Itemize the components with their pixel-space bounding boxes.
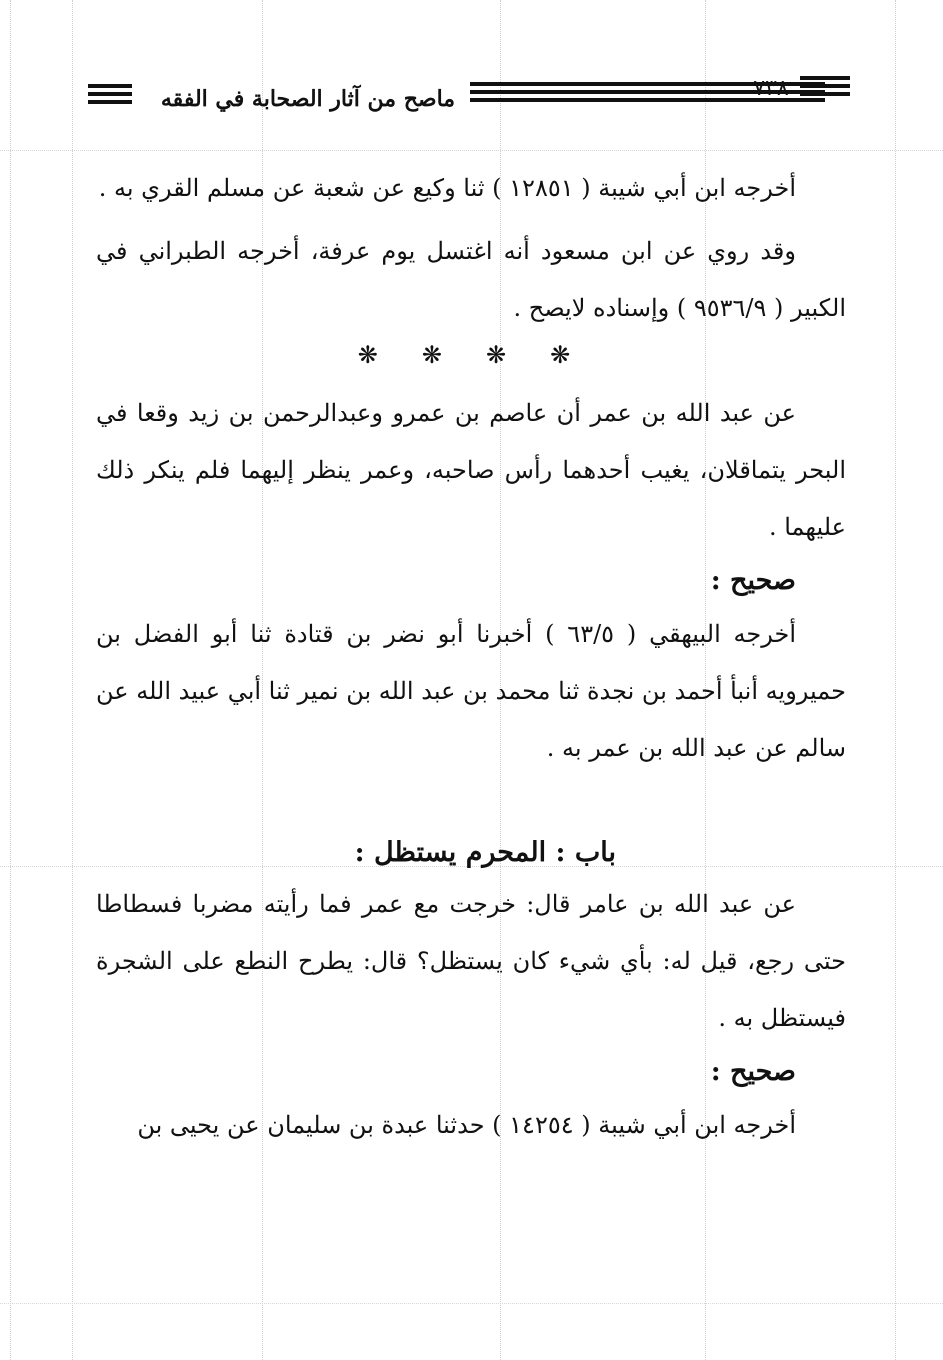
page-number: ٧٣٨ [753, 76, 789, 101]
paragraph-takhrij-3: أخرجه ابن أبي شيبة ( ١٤٢٥٤ ) حدثنا عبدة بن سليمان عن يحيى بن [137, 1111, 796, 1139]
header-rule-left [88, 84, 132, 108]
body-text [96, 160, 846, 1154]
paragraph-athar-1: عن عبد الله بن عمر أن عاصم بن عمرو وعبدالرحمن بن زيد وقعا في البحر يتماقلان، يغيب أحدهما رأس صاحبه، وعمر ينظر إليهما فلم ينكر ذلك عليهما . [96, 399, 846, 541]
scan-guide-line [0, 150, 943, 151]
paragraph-athar-2: عن عبد الله بن عامر قال: خرجت مع عمر فما رأيته مضربا فسطاطا حتى رجع، قيل له: بأي شيء كان يستظل؟ قال: يطرح النطع على الشجرة فيستظل به . [96, 890, 846, 1032]
paragraph-note: وقد روي عن ابن مسعود أنه اغتسل يوم عرفة، أخرجه الطبراني في الكبير ( ٩٥٣٦/٩ ) وإسناده لايصح . [96, 237, 846, 322]
grading-label-1: صحيح : [710, 565, 796, 596]
scan-guide-line [895, 0, 896, 1360]
chapter-heading: باب : المحرم يستظل : [354, 837, 616, 868]
paragraph-takhrij-1: أخرجه ابن أبي شيبة ( ١٢٨٥١ ) ثنا وكيع عن شعبة عن مسلم القري به . [98, 174, 796, 202]
scan-guide-line [10, 0, 11, 1360]
running-title: ماصح من آثار الصحابة في الفقه [160, 86, 456, 112]
page-header [88, 70, 850, 114]
header-rule-right [800, 76, 850, 100]
paragraph-takhrij-2: أخرجه البيهقي ( ٦٣/٥ ) أخبرنا أبو نضر بن قتادة ثنا أبو الفضل بن حميرويه أنبأ أحمد بن نجدة ثنا محمد بن عبد الله بن نمير ثنا أبي عبيد الله عن سالم عن عبد الله بن عمر به . [96, 620, 846, 762]
spacer [96, 777, 846, 837]
scan-guide-line [72, 0, 73, 1360]
section-separator: ❋❋❋❋ [357, 341, 615, 369]
grading-label-2: صحيح : [710, 1056, 796, 1087]
scan-guide-line [0, 1303, 943, 1304]
